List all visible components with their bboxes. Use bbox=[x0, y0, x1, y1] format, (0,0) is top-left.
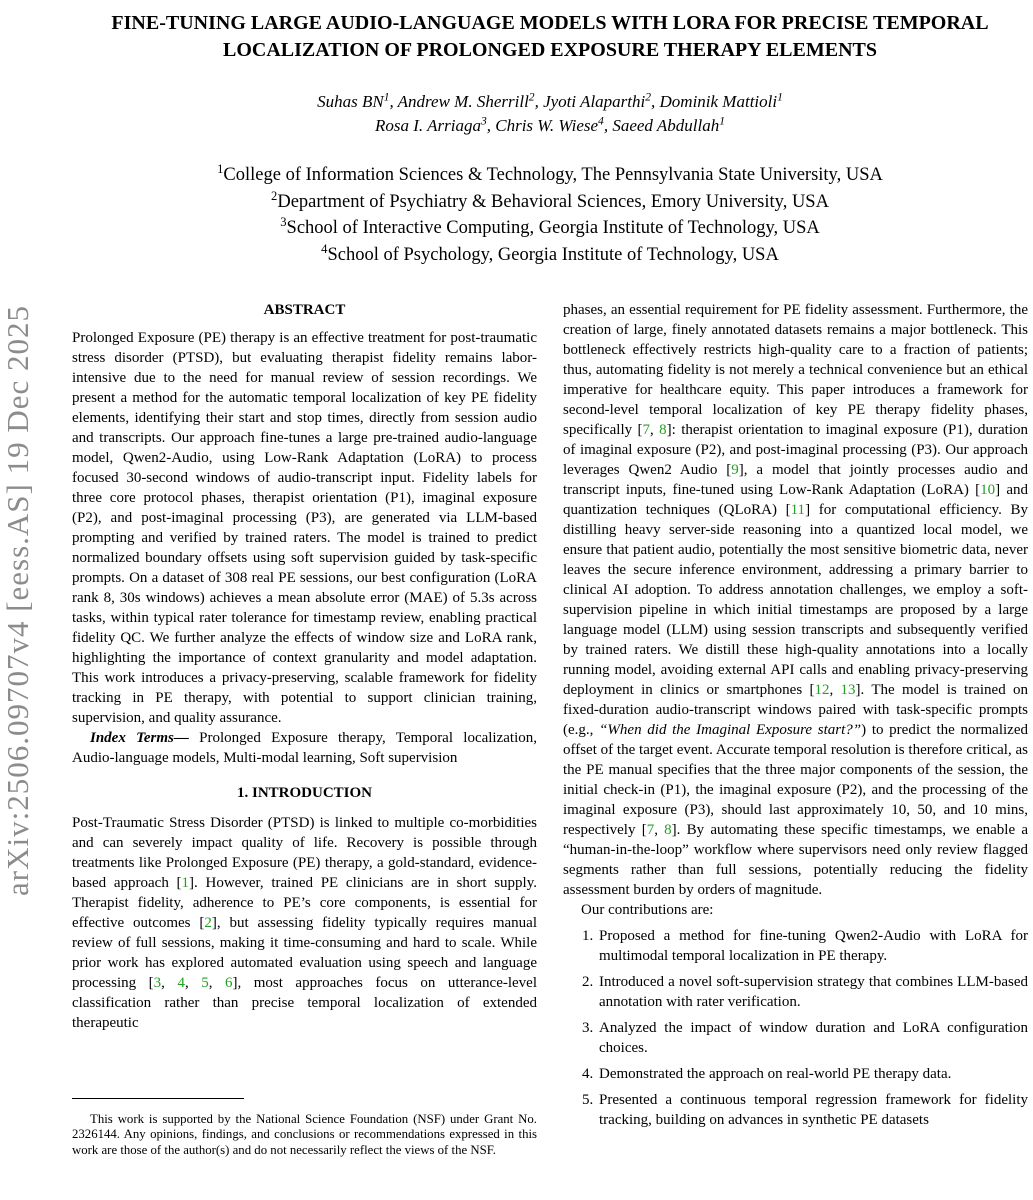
contribution-item: 5. Presented a continuous temporal regression framework for fidelity tracking, building on advances in synthetic PE datasets bbox=[597, 1090, 1028, 1130]
affiliation-block bbox=[72, 162, 1028, 268]
footnote-block bbox=[72, 1098, 537, 1171]
affiliation-line: $^4$School of Psychology, Georgia Institute of Technology, USA bbox=[321, 241, 779, 265]
left-column bbox=[72, 300, 537, 1130]
citation-link[interactable]: 5 bbox=[201, 975, 209, 991]
contribution-item: 1. Proposed a method for fine-tuning Qwen2-Audio with LoRA for multimodal temporal localization in PE therapy. bbox=[597, 926, 1028, 966]
citation-link[interactable]: 13 bbox=[840, 682, 856, 698]
author-line: Suhas $BN^1$, Andrew M. Sherrill$^2$, Jyoti Alaparthi$^2$, Dominik Mattioli$^1$ bbox=[317, 90, 783, 111]
author-block bbox=[72, 90, 1028, 138]
arxiv-identifier-banner: arXiv:2506.09707v4 [eess.AS] 19 Dec 2025 bbox=[0, 304, 35, 896]
index-terms bbox=[72, 728, 537, 768]
right-column bbox=[563, 300, 1028, 1130]
abstract-heading: ABSTRACT bbox=[263, 302, 346, 318]
two-column-body bbox=[72, 300, 1028, 1130]
citation-link[interactable]: 11 bbox=[790, 502, 806, 518]
author-line: Rosa I. Arriaga$^3$, Chris W. Wiese$^4$, Saeed Abdullah$^1$ bbox=[375, 114, 725, 135]
contribution-item: 2. Introduced a novel soft-supervision strategy that combines LLM-based annotation with rater verification. bbox=[597, 972, 1028, 1012]
citation-link[interactable]: 8 bbox=[659, 422, 667, 438]
citation-link[interactable]: 7 bbox=[646, 822, 655, 838]
affiliation-line: $^3$School of Interactive Computing, Georgia Institute of Technology, USA bbox=[280, 214, 820, 238]
citation-link[interactable]: 12 bbox=[814, 682, 830, 698]
citation-link[interactable]: 1 bbox=[181, 875, 190, 891]
contributions-list bbox=[563, 926, 1028, 1130]
paper-title: FINE-TUNING LARGE AUDIO-LANGUAGE MODELS WITH LORA FOR PRECISE TEMPORAL LOCALIZATION OF PROLONGED EXPOSURE THERAPY ELEMENTS bbox=[111, 12, 989, 61]
index-terms-label: Index Terms— bbox=[90, 730, 189, 746]
contributions-lead: Our contributions are: bbox=[581, 902, 714, 918]
funding-footnote: This work is supported by the National Science Foundation (NSF) under Grant No. 2326144. Any opinions, findings, and conclusions or recommendations expressed in this work are those of the author(s) and do not necessarily reflect the views of the NSF. bbox=[72, 1111, 537, 1157]
affiliation-line: $^1$College of Information Sciences & Technology, The Pennsylvania State University, USA bbox=[217, 161, 883, 185]
citation-link[interactable]: 8 bbox=[664, 822, 672, 838]
contribution-item: 4. Demonstrated the approach on real-world PE therapy data. bbox=[597, 1064, 1028, 1084]
abstract-text: Prolonged Exposure (PE) therapy is an effective treatment for post-traumatic stress disorder (PTSD), but evaluating therapist fidelity remains labor-intensive due to the need for manual review of session recordings. We present a method for the automatic temporal localization of key PE fidelity elements, identifying their start and stop times, directly from session audio and transcripts. Our approach fine-tunes a large pre-trained audio-language model, Qwen2-Audio, using Low-Rank Adaptation (LoRA) to process focused 30-second windows of audio-transcript input. Fidelity labels for three core protocol phases, therapist orientation (P1), imaginal exposure (P2), and post-imaginal processing (P3), are generated via LLM-based prompting and verified by trained raters. The model is trained to predict normalized boundary offsets using soft supervision guided by task-specific prompts. On a dataset of 308 real PE sessions, our best configuration (LoRA rank 8, 30s windows) achieves a mean absolute error (MAE) of 5.3s across tasks, within typical rater tolerance for timestamp review, enabling practical fidelity QC. We further analyze the effects of window size and LoRA rank, highlighting the importance of context granularity and model adaptation. This work introduces a privacy-preserving, scalable framework for fidelity tracking in PE therapy, with potential to support clinician training, supervision, and quality assurance. bbox=[72, 330, 537, 726]
section-heading-introduction: 1. INTRODUCTION bbox=[236, 785, 372, 801]
contribution-item: 3. Analyzed the impact of window duration and LoRA configuration choices. bbox=[597, 1018, 1028, 1058]
citation-link[interactable]: 7 bbox=[642, 422, 651, 438]
introduction-paragraph: Post-Traumatic Stress Disorder (PTSD) is linked to multiple co-morbidities and can severely impact quality of life. Recovery is possible through treatments like Prolonged Exposure (PE) therapy, a gold-standard, evidence-based approach [1]. However, trained PE clinicians are in short supply. Therapist fidelity, adherence to PE’s core components, is essential for effective outcomes [2], but assessing fidelity typically requires manual review of full sessions, making it time-consuming and hard to scale. While prior work has explored automated evaluation using speech and language processing [3, 4, 5, 6], most approaches focus on utterance-level classification rather than precise temporal localization of extended therapeutic bbox=[72, 815, 538, 1031]
citation-link[interactable]: 3 bbox=[153, 975, 162, 991]
citation-link[interactable]: 4 bbox=[177, 975, 185, 991]
citation-link[interactable]: 10 bbox=[980, 482, 996, 498]
citation-link[interactable]: 2 bbox=[204, 915, 212, 931]
footnote-rule bbox=[72, 1098, 244, 1099]
citation-link[interactable]: 6 bbox=[224, 975, 233, 991]
paper-content bbox=[72, 0, 1028, 1130]
citation-link[interactable]: 9 bbox=[731, 462, 739, 478]
affiliation-line: $^2$Department of Psychiatry & Behavioral Sciences, Emory University, USA bbox=[271, 188, 829, 212]
introduction-continued-paragraph: phases, an essential requirement for PE fidelity assessment. Furthermore, the creation of large, finely annotated datasets remains a major bottleneck. This bottleneck effectively restricts high-quality care to a fraction of patients; thus, automating fidelity is not merely a technical convenience but an ethical imperative for healthcare equity. This paper introduces a framework for second-level temporal localization of key PE therapy fidelity phases, specifically [7, 8]: therapist orientation to imaginal exposure (P1), duration of imaginal exposure (P2), and post-imaginal processing (P3). Our approach leverages Qwen2 Audio [9], a model that jointly processes audio and transcript inputs, fine-tuned using Low-Rank Adaptation (LoRA) [10] and quantization techniques (QLoRA) [11] for computational efficiency. By distilling heavy server-side reasoning into a quantized local model, we ensure that patient audio, potentially the most sensitive biometric data, never leaves the secure inference environment, addressing a primary barrier to clinical AI adoption. To address annotation challenges, we employ a soft-supervision pipeline in which initial timestamps are proposed by a large language model (LLM) using session transcripts and subsequently verified by trained raters. We distill these high-quality annotations into a locally running model, avoiding external API calls and enabling privacy-preserving deployment in clinics or smartphones [12, 13]. The model is trained on fixed-duration audio-transcript windows paired with task-specific prompts (e.g., “When did the Imaginal Exposure start?”) to predict the normalized offset of the target event. Accurate temporal resolution is therefore critical, as the PE manual specifies that the three major components of the session, the initial check-in (P1), the imaginal exposure (P2), and the processing of the imaginal exposure (P3), should last approximately 10, 50, and 10 mins, respectively [7, 8]. By automating these specific timestamps, we enable a “human-in-the-loop” workflow where supervisors need only review flagged segments rather than full sessions, potentially reducing the fidelity assessment burden by orders of magnitude. bbox=[563, 302, 1029, 898]
index-terms-list: Prolonged Exposure therapy, Temporal localization, Audio-language models, Multi-modal learning, Soft supervision bbox=[72, 730, 537, 766]
